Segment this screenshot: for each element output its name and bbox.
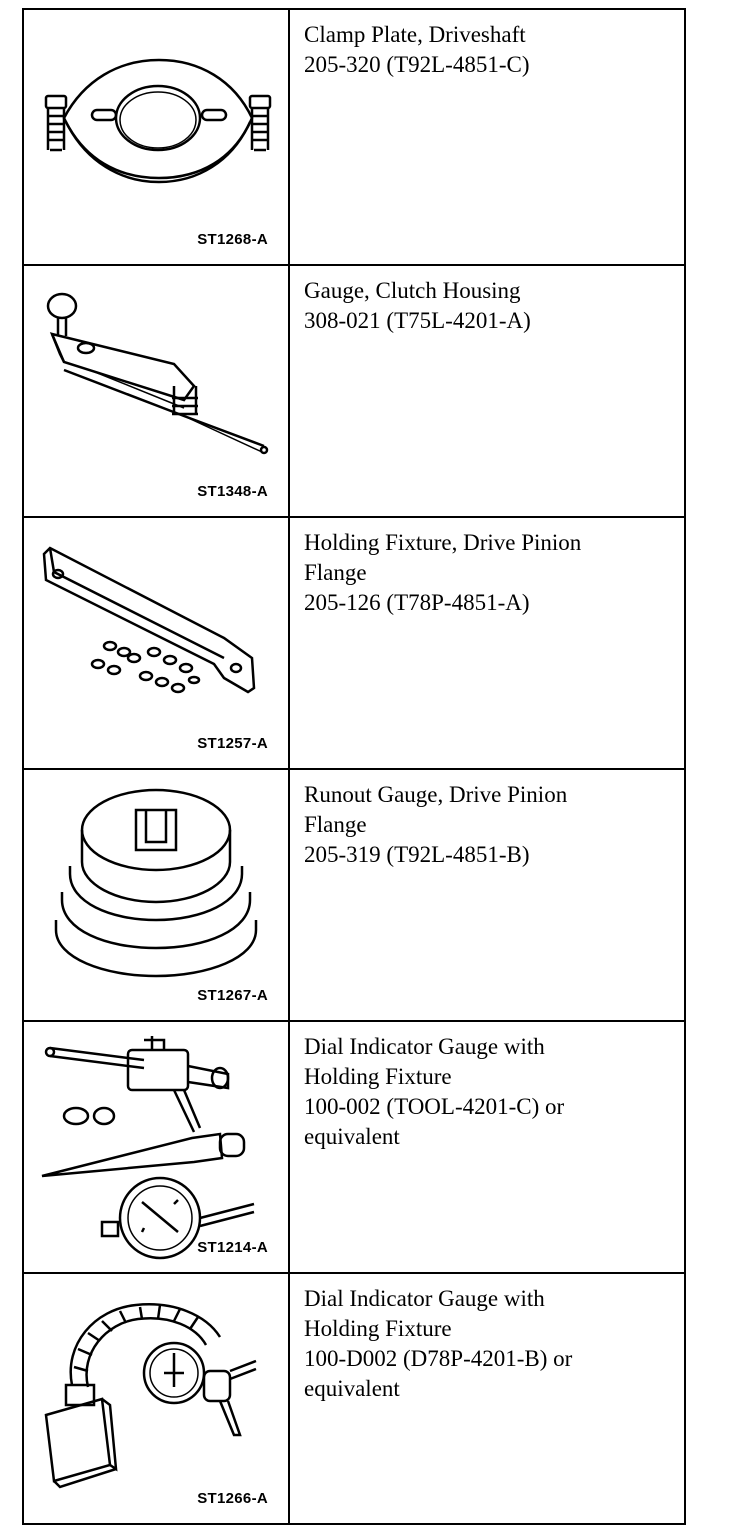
tool-row-dial-indicator-c — [24, 1022, 684, 1274]
tool-part-number: 205-319 (T92L-4851-B) — [304, 842, 530, 867]
tool-name-continued: Holding Fixture — [304, 1316, 452, 1341]
clutch-housing-gauge-illustration — [24, 266, 288, 516]
figure-code: ST1266-A — [197, 1490, 268, 1507]
tool-description-cell — [290, 770, 684, 1020]
tool-image-cell — [24, 518, 290, 768]
tool-description-cell — [290, 266, 684, 516]
tool-image-cell — [24, 266, 290, 516]
tool-part-number: 205-126 (T78P-4851-A) — [304, 590, 530, 615]
tool-name-continued: Holding Fixture — [304, 1064, 452, 1089]
tool-name-continued: Flange — [304, 560, 367, 585]
tool-image-cell — [24, 10, 290, 264]
special-tools-table — [22, 8, 686, 1525]
tool-description-cell — [290, 518, 684, 768]
figure-code: ST1348-A — [197, 483, 268, 500]
holding-fixture-illustration — [24, 518, 288, 768]
runout-gauge-illustration — [24, 770, 288, 1020]
tool-name-continued: Flange — [304, 812, 367, 837]
tool-name: Holding Fixture, Drive Pinion — [304, 530, 582, 555]
tool-name: Dial Indicator Gauge with — [304, 1034, 545, 1059]
tool-row-clutch-housing-gauge — [24, 266, 684, 518]
figure-code: ST1267-A — [197, 987, 268, 1004]
tool-part-number: 308-021 (T75L-4201-A) — [304, 308, 531, 333]
tool-name: Clamp Plate, Driveshaft — [304, 22, 526, 47]
tool-equivalent-note: equivalent — [304, 1376, 400, 1401]
tool-description-cell — [290, 1022, 684, 1272]
tool-description-cell — [290, 1274, 684, 1523]
tool-name: Runout Gauge, Drive Pinion — [304, 782, 568, 807]
clamp-plate-illustration — [24, 10, 288, 264]
tool-row-dial-indicator-b — [24, 1274, 684, 1523]
tool-part-number: 100-002 (TOOL-4201-C) or — [304, 1094, 565, 1119]
figure-code: ST1268-A — [197, 231, 268, 248]
tool-part-number: 205-320 (T92L-4851-C) — [304, 52, 530, 77]
tool-row-runout-gauge — [24, 770, 684, 1022]
tool-image-cell — [24, 770, 290, 1020]
tool-name: Gauge, Clutch Housing — [304, 278, 521, 303]
tool-row-clamp-plate — [24, 10, 684, 266]
tool-image-cell — [24, 1274, 290, 1523]
tool-name: Dial Indicator Gauge with — [304, 1286, 545, 1311]
tool-part-number: 100-D002 (D78P-4201-B) or — [304, 1346, 573, 1371]
dial-indicator-fixture-illustration — [24, 1022, 288, 1272]
tool-description-cell — [290, 10, 684, 264]
magnetic-base-dial-indicator-illustration — [24, 1274, 288, 1523]
tool-image-cell — [24, 1022, 290, 1272]
tool-equivalent-note: equivalent — [304, 1124, 400, 1149]
figure-code: ST1257-A — [197, 735, 268, 752]
figure-code: ST1214-A — [197, 1239, 268, 1256]
tool-row-holding-fixture — [24, 518, 684, 770]
